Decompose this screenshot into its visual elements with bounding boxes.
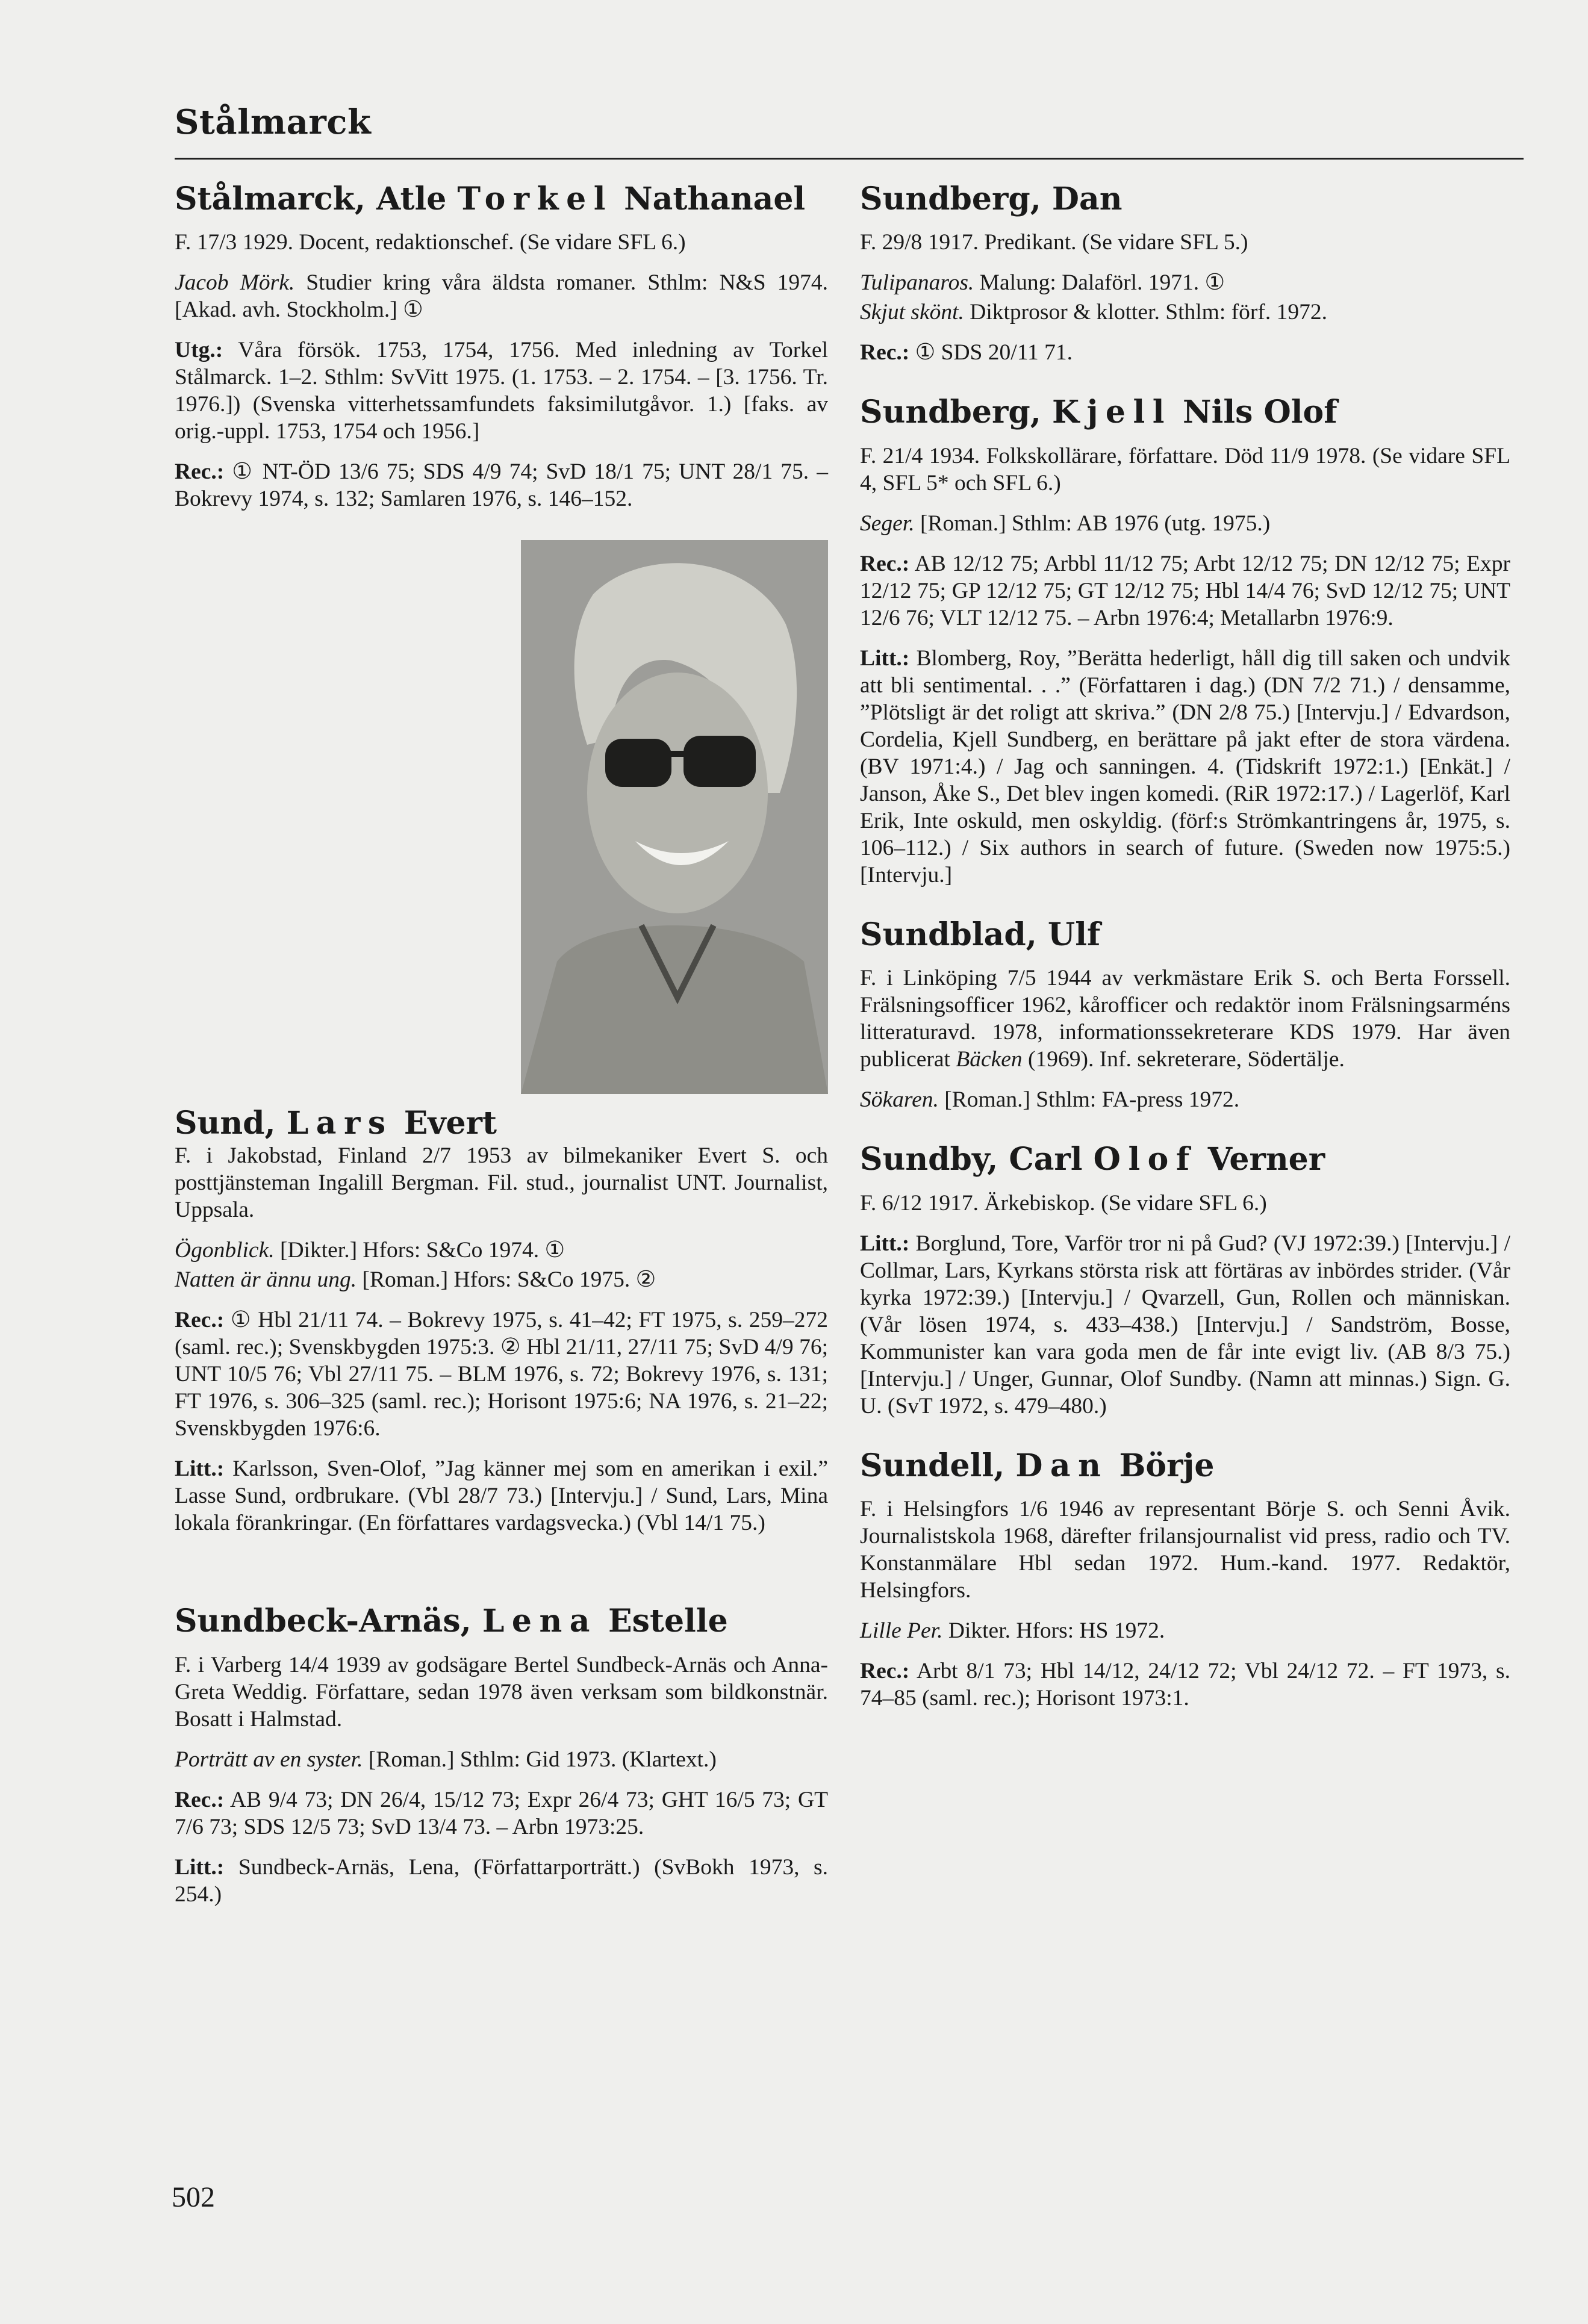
work-entry: Sökaren. [Roman.] Sthlm: FA-press 1972. xyxy=(860,1087,1240,1113)
literature-text: Litt.: Sundbeck-Arnäs, Lena, (Författarporträtt.) (SvBokh 1973, s. 254.) xyxy=(175,1854,828,1907)
reviews-text: Rec.: ① Hbl 21/11 74. – Bokrevy 1975, s. 41–42; FT 1975, s. 259–272 (saml. rec.); Svenskbygden 1975:3. ② Hbl 21/11, 27/11 75; SvD 4/9 76; UNT 10/5 76; Vbl 27/11 75. – BLM 1976, s. 72; Bokrevy 1976, s. 131; FT 1976, s. 306–325 (saml. rec.); Horisont 1975:6; NA 1976, s. 21–22; Svenskbygden 1976:6. xyxy=(175,1308,828,1441)
entry-heading: Sundell, Dan Börje xyxy=(860,1447,1215,1484)
work-entry: Tulipanaros. Malung: Dalaförl. 1971. ① xyxy=(860,270,1225,296)
portrait-photo xyxy=(521,540,828,1094)
literature-text: Litt.: Borglund, Tore, Varför tror ni på Gud? (VJ 1972:39.) [Intervju.] / Collmar, Lars, Kyrkans största risk att förtäras av inbördes strider. (Vår kyrka 1972:39.) [Intervju.] / Qvarzell, Gun, Rollen och människan. (Vår lösen 1974, s. 433–438.) [Intervju.] / Sandström, Bosse, Kommunister kan vara goda men de får inte evigt liv. (AB 8/3 75.) [Intervju.] / Unger, Gunnar, Olof Sundby. (Namn att minnas.) Sign. G. U. (SvT 1972, s. 479–480.) xyxy=(860,1231,1510,1418)
header-rule xyxy=(175,158,1524,160)
work-entry: Porträtt av en syster. [Roman.] Sthlm: Gid 1973. (Klartext.) xyxy=(175,1747,717,1772)
right-column xyxy=(860,181,1510,1739)
work-entry: Lille Per. Dikter. Hfors: HS 1972. xyxy=(860,1618,1165,1643)
reviews-text: Rec.: AB 12/12 75; Arbbl 11/12 75; Arbt 12/12 75; DN 12/12 75; Expr 12/12 75; GP 12/12 75; GT 12/12 75; Hbl 14/4 76; SvD 12/12 75; UNT 12/6 76; VLT 12/12 75. – Arbn 1976:4; Metallarbn 1976:9. xyxy=(860,551,1510,630)
entry-sundberg-dan xyxy=(860,181,1510,366)
bio-text: F. 17/3 1929. Docent, redaktionschef. (Se vidare SFL 6.) xyxy=(175,230,686,255)
entry-heading: Sundbeck-Arnäs, Lena Estelle xyxy=(175,1603,728,1640)
bio-text: F. 6/12 1917. Ärkebiskop. (Se vidare SFL 6.) xyxy=(860,1190,1267,1216)
edition-text: Utg.: Våra försök. 1753, 1754, 1756. Med inledning av Torkel Stålmarck. 1–2. Sthlm: SvVitt 1975. (1. 1753. – 2. 1754. – [3. 1756. Tr. 1976.]) (Svenska vitterhetssamfundets faksimilutgåvor. 1.) [faks. av orig.-uppl. 1753, 1754 och 1956.] xyxy=(175,338,828,444)
reviews-text: Rec.: ① SDS 20/11 71. xyxy=(860,340,1073,365)
bio-text: F. i Jakobstad, Finland 2/7 1953 av bilmekaniker Evert S. och posttjänsteman Ingalill Bergman. Fil. stud., journalist UNT. Journalist, Uppsala. xyxy=(175,1143,828,1223)
entry-heading: Sundblad, Ulf xyxy=(860,916,1101,953)
work-entry: Seger. [Roman.] Sthlm: AB 1976 (utg. 1975.) xyxy=(860,511,1271,536)
literature-text: Litt.: Blomberg, Roy, ”Berätta hederligt, håll dig till saken och undvik att bli sentimental. . .” (Författaren i dag.) (DN 7/2 71.) / densamme, ”Plötsligt är det roligt att skriva.” (DN 2/8 75.) [Intervju.] / Edvardson, Cordelia, Kjell Sundberg, en berättare på jakt efter de stora värdena. (BV 1971:4.) / Jag och sanningen. 4. (Tidskrift 1972:1.) [Enkät.] / Janson, Åke S., Det blev ingen komedi. (RiR 1972:17.) / Lagerlöf, Karl Erik, Inte oskuld, men oskyldig. (förf:s Strömkantringens år, 1975, s. 106–112.) / Six authors in search of future. (Sweden now 1975:5.) [Intervju.] xyxy=(860,645,1510,887)
reviews-text: Rec.: Arbt 8/1 73; Hbl 14/12, 24/12 72; Vbl 24/12 72. – FT 1973, s. 74–85 (saml. rec.); Horisont 1973:1. xyxy=(860,1658,1510,1710)
left-column xyxy=(175,181,828,1936)
entry-sundbeck-arnas xyxy=(175,1603,828,1907)
entry-sundblad xyxy=(860,916,1510,1113)
entry-heading: Sundby, Carl Olof Verner xyxy=(860,1141,1325,1178)
entry-sundby xyxy=(860,1141,1510,1419)
entry-sundberg-kjell xyxy=(860,394,1510,888)
bio-text: F. i Varberg 14/4 1939 av godsägare Bertel Sundbeck-Arnäs och Anna-Greta Weddig. Författare, sedan 1978 även verksam som bildkonstnär. Bosatt i Halmstad. xyxy=(175,1652,828,1732)
work-entry: Jacob Mörk. Studier kring våra äldsta romaner. Sthlm: N&S 1974. [Akad. avh. Stockholm.] ① xyxy=(175,270,829,323)
work-entry: Natten är ännu ung. [Roman.] Hfors: S&Co 1975. ② xyxy=(175,1267,656,1293)
work-entry: Ögonblick. [Dikter.] Hfors: S&Co 1974. ① xyxy=(175,1238,565,1263)
entry-heading: Sund, Lars Evert xyxy=(175,1105,497,1142)
page-number: 502 xyxy=(172,2181,215,2213)
literature-text: Litt.: Karlsson, Sven-Olof, ”Jag känner mej som en amerikan i exil.” Lasse Sund, ordbrukare. (Vbl 28/7 73.) [Intervju.] / Sund, Lars, Mina lokala förankringar. (En författares vardagsvecka.) (Vbl 14/1 75.) xyxy=(175,1456,828,1536)
reviews-text: Rec.: ① NT-ÖD 13/6 75; SDS 4/9 74; SvD 18/1 75; UNT 28/1 75. – Bokrevy 1974, s. 132; Samlaren 1976, s. 146–152. xyxy=(175,459,828,512)
bio-text: F. i Linköping 7/5 1944 av verkmästare Erik S. och Berta Forssell. Frälsningsofficer 1962, kårofficer och redaktör inom Frälsningsarméns litteraturavd. 1978, informationssekreterare KDS 1979. Har även publicerat Bäcken (1969). Inf. sekreterare, Södertälje. xyxy=(860,966,1510,1072)
entry-heading: Sundberg, Dan xyxy=(860,181,1122,217)
entry-sund xyxy=(175,1142,828,1536)
portrait-area xyxy=(175,540,828,1142)
entry-stalmarck xyxy=(175,181,828,512)
bio-text: F. 29/8 1917. Predikant. (Se vidare SFL 5.) xyxy=(860,230,1248,255)
portrait-illustration xyxy=(521,540,828,1094)
work-entry: Skjut skönt. Diktprosor & klotter. Sthlm: förf. 1972. xyxy=(860,300,1327,325)
bio-text: F. i Helsingfors 1/6 1946 av representant Börje S. och Senni Åvik. Journalistskola 1968, därefter frilansjournalist vid press, radio och TV. Konstanmälare Hbl sedan 1972. Hum.-kand. 1977. Redaktör, Helsingfors. xyxy=(860,1496,1510,1603)
reviews-text: Rec.: AB 9/4 73; DN 26/4, 15/12 73; Expr 26/4 73; GHT 16/5 73; GT 7/6 73; SDS 12/5 73; SvD 13/4 73. – Arbn 1973:25. xyxy=(175,1787,828,1839)
bio-text: F. 21/4 1934. Folkskollärare, författare. Död 11/9 1978. (Se vidare SFL 4, SFL 5* och SFL 6.) xyxy=(860,443,1510,496)
entry-heading: Sundberg, Kjell Nils Olof xyxy=(860,394,1337,431)
entry-heading: Stålmarck, Atle Torkel Nathanael xyxy=(175,181,806,217)
running-head: Stålmarck xyxy=(175,102,372,142)
entry-sundell xyxy=(860,1447,1510,1712)
